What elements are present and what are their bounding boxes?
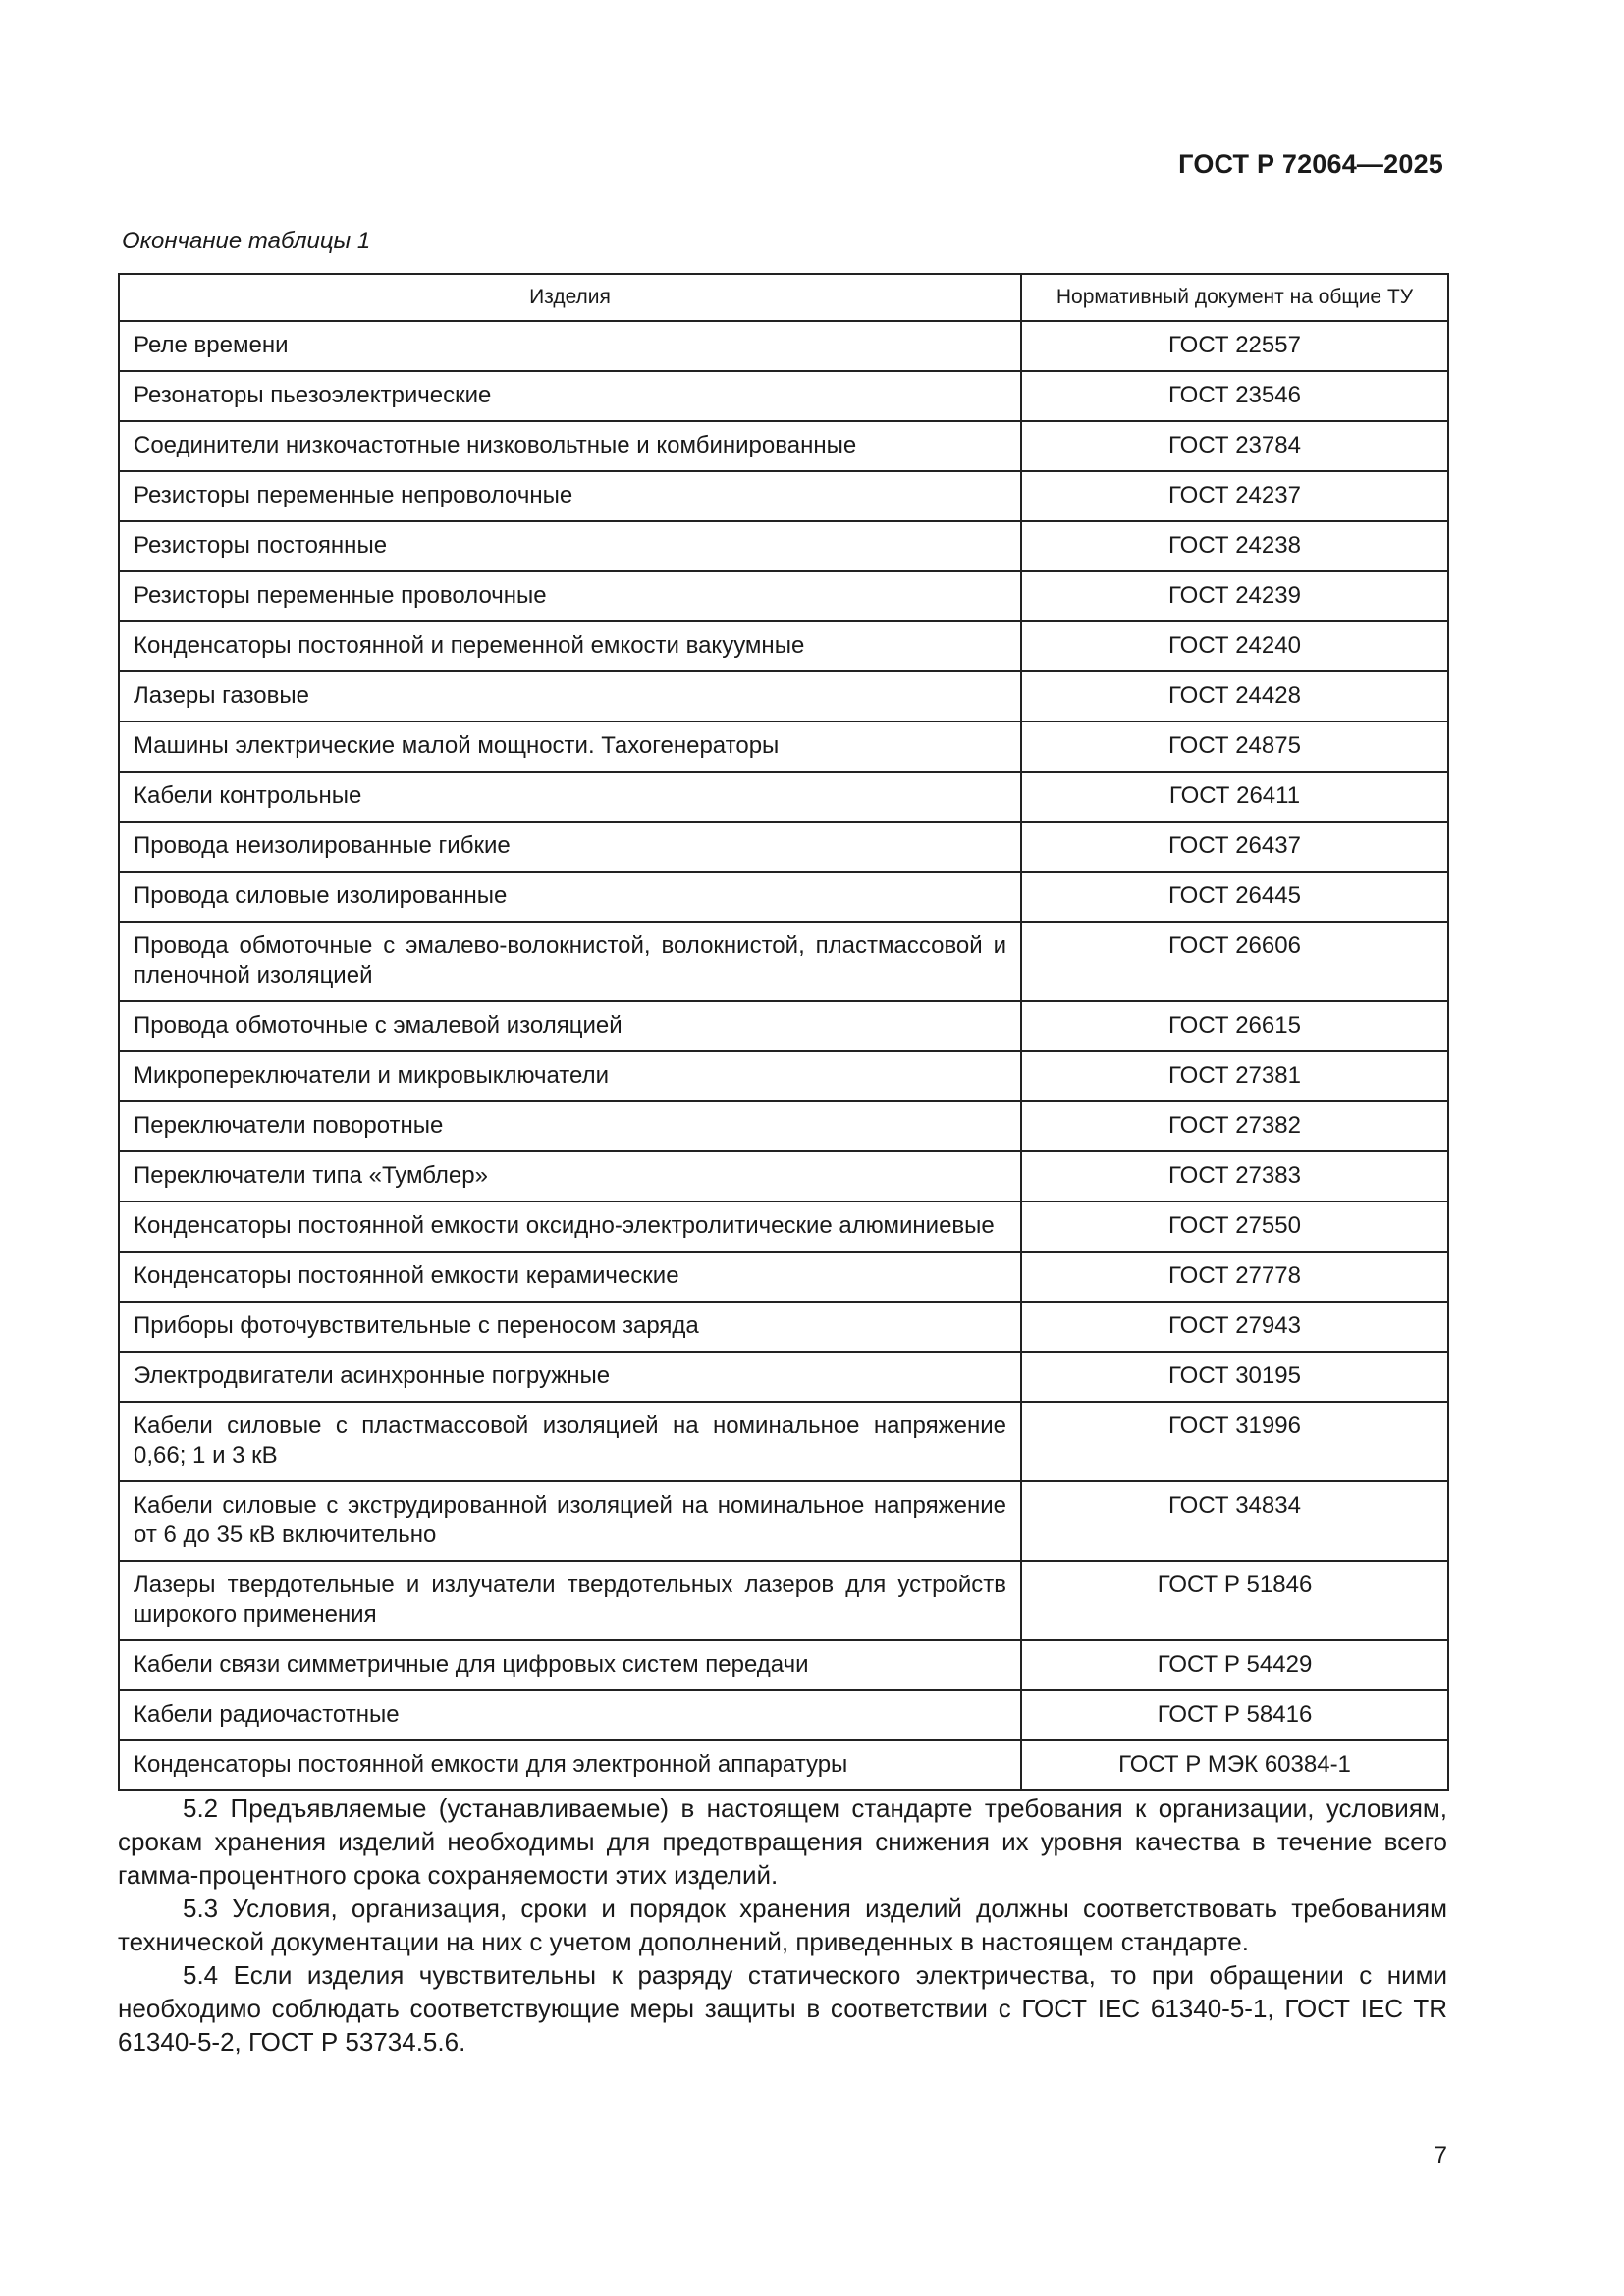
product-name-cell: Электродвигатели асинхронные погружные [119, 1352, 1021, 1402]
normative-document-cell: ГОСТ 24238 [1021, 521, 1448, 571]
body-text [118, 1791, 1447, 2058]
product-name-cell: Микропереключатели и микровыключатели [119, 1051, 1021, 1101]
column-header-normative-document: Нормативный документ на общие ТУ [1021, 274, 1448, 321]
normative-document-cell: ГОСТ 27383 [1021, 1151, 1448, 1201]
product-name-cell: Резисторы постоянные [119, 521, 1021, 571]
product-name-cell: Провода неизолированные гибкие [119, 822, 1021, 872]
normative-document-cell: ГОСТ 23784 [1021, 421, 1448, 471]
table-row [119, 1101, 1448, 1151]
table-row [119, 1151, 1448, 1201]
product-name-cell: Конденсаторы постоянной емкости керамические [119, 1252, 1021, 1302]
table-row [119, 1201, 1448, 1252]
table-row [119, 1481, 1448, 1561]
page-number: 7 [1434, 2142, 1447, 2168]
product-name-cell: Провода обмоточные с эмалевой изоляцией [119, 1001, 1021, 1051]
normative-document-cell: ГОСТ 27778 [1021, 1252, 1448, 1302]
table-row [119, 371, 1448, 421]
normative-document-cell: ГОСТ 26445 [1021, 872, 1448, 922]
normative-document-cell: ГОСТ 27943 [1021, 1302, 1448, 1352]
table-row [119, 671, 1448, 721]
table-header-row [119, 274, 1448, 321]
product-name-cell: Кабели силовые с экструдированной изоляцией на номинальное напряжение от 6 до 35 кВ включительно [119, 1481, 1021, 1561]
table-row [119, 772, 1448, 822]
table-row [119, 1302, 1448, 1352]
normative-document-cell: ГОСТ 27550 [1021, 1201, 1448, 1252]
table-row [119, 321, 1448, 371]
table-row [119, 1690, 1448, 1740]
paragraph-5-4: 5.4 Если изделия чувствительны к разряду статического электричества, то при обращении с ними необходимо соблюдать соответствующие меры защиты в соответствии с ГОСТ IEC 61340-5-1, ГОСТ IEC TR 61340-5-2, ГОСТ Р 53734.5.6. [118, 1960, 1447, 2056]
normative-document-cell: ГОСТ Р 54429 [1021, 1640, 1448, 1690]
product-name-cell: Переключатели типа «Тумблер» [119, 1151, 1021, 1201]
table-row [119, 1740, 1448, 1790]
product-name-cell: Машины электрические малой мощности. Тахогенераторы [119, 721, 1021, 772]
product-name-cell: Кабели контрольные [119, 772, 1021, 822]
paragraph-5-2: 5.2 Предъявляемые (устанавливаемые) в настоящем стандарте требования к организации, условиям, срокам хранения изделий необходимы для предотвращения снижения их уровня качества в течение всего гамма-процентного срока сохраняемости этих изделий. [118, 1793, 1447, 1890]
product-name-cell: Конденсаторы постоянной и переменной емкости вакуумные [119, 621, 1021, 671]
normative-document-cell: ГОСТ 31996 [1021, 1402, 1448, 1481]
normative-document-cell: ГОСТ 22557 [1021, 321, 1448, 371]
normative-document-cell: ГОСТ 23546 [1021, 371, 1448, 421]
table-row [119, 1252, 1448, 1302]
table-row [119, 471, 1448, 521]
normative-document-cell: ГОСТ Р 58416 [1021, 1690, 1448, 1740]
table-row [119, 872, 1448, 922]
product-name-cell: Кабели связи симметричные для цифровых систем передачи [119, 1640, 1021, 1690]
table-body [119, 321, 1448, 1790]
column-header-products: Изделия [119, 274, 1021, 321]
table-row [119, 1051, 1448, 1101]
document-code: ГОСТ Р 72064—2025 [1178, 149, 1443, 179]
table-row [119, 621, 1448, 671]
normative-document-cell: ГОСТ 26615 [1021, 1001, 1448, 1051]
normative-document-cell: ГОСТ 24875 [1021, 721, 1448, 772]
product-name-cell: Резисторы переменные непроволочные [119, 471, 1021, 521]
normative-document-cell: ГОСТ 26411 [1021, 772, 1448, 822]
table-row [119, 1402, 1448, 1481]
product-name-cell: Провода обмоточные с эмалево-волокнистой, волокнистой, пластмассовой и пленочной изоляцией [119, 922, 1021, 1001]
paragraph-5-3: 5.3 Условия, организация, сроки и порядок хранения изделий должны соответствовать требованиям технической документации на них с учетом дополнений, приведенных в настоящем стандарте. [118, 1894, 1447, 1956]
normative-document-cell: ГОСТ 26437 [1021, 822, 1448, 872]
table-row [119, 1001, 1448, 1051]
normative-document-cell: ГОСТ 24240 [1021, 621, 1448, 671]
table-row [119, 822, 1448, 872]
normative-document-cell: ГОСТ 24239 [1021, 571, 1448, 621]
products-table [118, 273, 1449, 1791]
product-name-cell: Реле времени [119, 321, 1021, 371]
table-row [119, 571, 1448, 621]
product-name-cell: Конденсаторы постоянной емкости для электронной аппаратуры [119, 1740, 1021, 1790]
table-row [119, 922, 1448, 1001]
product-name-cell: Конденсаторы постоянной емкости оксидно-электролитические алюминиевые [119, 1201, 1021, 1252]
product-name-cell: Соединители низкочастотные низковольтные и комбинированные [119, 421, 1021, 471]
normative-document-cell: ГОСТ 30195 [1021, 1352, 1448, 1402]
table-row [119, 721, 1448, 772]
product-name-cell: Провода силовые изолированные [119, 872, 1021, 922]
normative-document-cell: ГОСТ Р 51846 [1021, 1561, 1448, 1640]
normative-document-cell: ГОСТ 27381 [1021, 1051, 1448, 1101]
product-name-cell: Лазеры твердотельные и излучатели твердотельных лазеров для устройств широкого применения [119, 1561, 1021, 1640]
product-name-cell: Кабели радиочастотные [119, 1690, 1021, 1740]
normative-document-cell: ГОСТ 27382 [1021, 1101, 1448, 1151]
normative-document-cell: ГОСТ 26606 [1021, 922, 1448, 1001]
table-row [119, 421, 1448, 471]
product-name-cell: Приборы фоточувствительные с переносом заряда [119, 1302, 1021, 1352]
product-name-cell: Резисторы переменные проволочные [119, 571, 1021, 621]
product-name-cell: Кабели силовые с пластмассовой изоляцией на номинальное напряжение 0,66; 1 и 3 кВ [119, 1402, 1021, 1481]
product-name-cell: Лазеры газовые [119, 671, 1021, 721]
table-row [119, 521, 1448, 571]
normative-document-cell: ГОСТ Р МЭК 60384-1 [1021, 1740, 1448, 1790]
table-row [119, 1352, 1448, 1402]
product-name-cell: Резонаторы пьезоэлектрические [119, 371, 1021, 421]
table-row [119, 1640, 1448, 1690]
product-name-cell: Переключатели поворотные [119, 1101, 1021, 1151]
normative-document-cell: ГОСТ 34834 [1021, 1481, 1448, 1561]
table-row [119, 1561, 1448, 1640]
normative-document-cell: ГОСТ 24428 [1021, 671, 1448, 721]
table-caption: Окончание таблицы 1 [122, 228, 371, 254]
normative-document-cell: ГОСТ 24237 [1021, 471, 1448, 521]
